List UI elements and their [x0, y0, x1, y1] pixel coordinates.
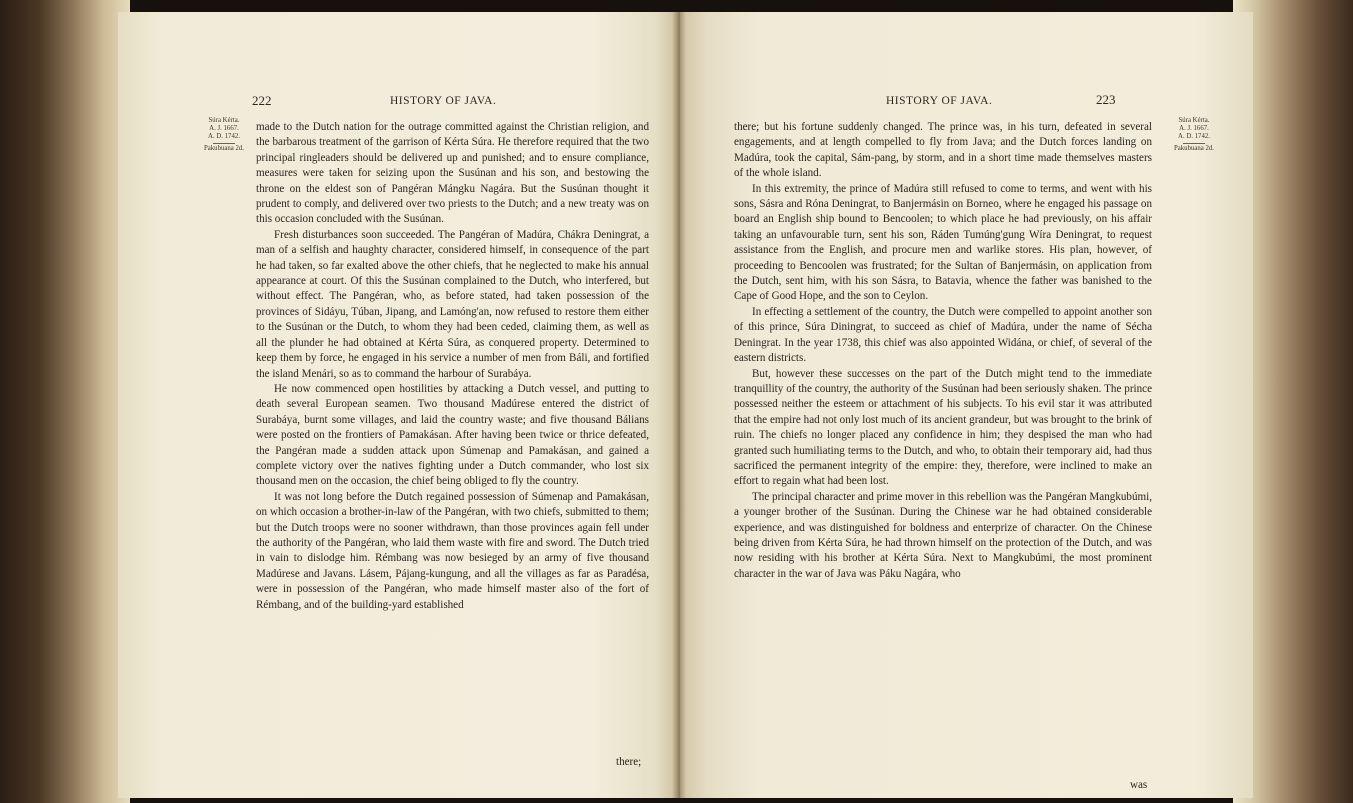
paragraph: It was not long before the Dutch regained possession of Súmenap and Pamakásan, on which occasion a brother-in-law of the Pangéran, with two chiefs, submitted to them; but the Dutch troops were no sooner withdrawn, than those provinces again fell under the authority of the Pangéran, who laid them waste with fire and sword. The Dutch tried in vain to dislodge him. Rémbang was now besieged by an army of five thousand Madúrese and Javans. Lásem, Pájang-kungung, and all the villages as far as Paradésa, were in possession of the Pangéran, who made himself master also of the fort of Rémbang, and of the building-yard established	[256, 490, 649, 611]
left-catchword: there;	[616, 756, 642, 768]
right-catchword: was	[1130, 779, 1148, 791]
margin-note-ruler: Pakubuana 2d.	[203, 144, 245, 152]
left-body-text	[256, 120, 649, 613]
margin-note-aj: A. J. 1667.	[1179, 125, 1209, 133]
paragraph: He now commenced open hostilities by attacking a Dutch vessel, and putting to death several European seamen. Two thousand Madúrese entered the district of Surabáya, burnt some villages, and laid the country waste; and five thousand Bálians were posted on the frontiers of Pamakásan. After having been twice or thrice defeated, the Pangéran made a sudden attack upon Súmenap and Pamakásan, and gained a complete victory over the natives fighting under a Dutch commander, who lost six thousand men on the occasion, the chief being obliged to fly the country.	[256, 382, 649, 488]
paragraph: In effecting a settlement of the country, the Dutch were compelled to appoint another son of this prince, Súra Diningrat, to succeed as chief of Madúra, under the name of Sécha Deningrat. In the year 1738, this chief was also appointed Widána, or chief, of several of the eastern districts.	[734, 305, 1152, 365]
left-margin-note	[196, 117, 252, 153]
margin-note-ad: A. D. 1742.	[208, 133, 240, 141]
paragraph: Fresh disturbances soon succeeded. The Pangéran of Madúra, Chákra Deningrat, a man of a selfish and haughty character, considered himself, in consequence of the part he had taken, so far exalted above the other chiefs, that he neglected to make his annual appearance at court. Of this the Susúnan complained to the Dutch, who interfered, but without effect. The Pangéran, who, as before stated, had taken possession of the provinces of Sidáyu, Túban, Jipang, and Lamóng'an, now refused to restore them either to the Susúnan or the Dutch, to whom they had been ceded, claiming them, as well as all the plunder he had obtained at Kérta Súra, as conquered property. Determined to keep them by force, he engaged in his service a number of men from Báli, and fortified the island Menári, so as to command the harbour of Surabáya.	[256, 228, 649, 380]
paragraph: there; but his fortune suddenly changed. The prince was, in his turn, defeated in several engagements, and at length compelled to fly from Java; and the Dutch forces landing on Madúra, took the capital, Sám-pang, by storm, and in a short time made themselves masters of the whole island.	[734, 121, 1152, 180]
left-page-edges	[0, 0, 130, 803]
left-running-head: HISTORY OF JAVA.	[390, 95, 497, 107]
margin-note-reign: Súra Kérta.	[1178, 117, 1210, 124]
right-running-head: HISTORY OF JAVA.	[886, 95, 993, 107]
paragraph: But, however these successes on the part of the Dutch might tend to the immediate tranquillity of the country, the authority of the Susúnan had been seriously shaken. The prince possessed neither the esteem or attachment of his subjects. To his evil star it was attributed that the empire had not only lost much of its ancient grandeur, but was brought to the brink of ruin. The chiefs no longer placed any confidence in him; they despised the man who had granted such humiliating terms to the Dutch, and who, to obtain their temporary aid, had thus sacrificed the permanent integrity of the empire: they, therefore, were inclined to make an effort to regain what had been lost.	[734, 367, 1152, 488]
margin-note-rule	[213, 143, 235, 144]
margin-note-aj: A. J. 1667.	[209, 125, 239, 133]
right-body-text	[734, 120, 1152, 582]
paragraph: The principal character and prime mover in this rebellion was the Pangéran Mangkubúmi, a younger brother of the Susúnan. During the Chinese war he had obtained considerable experience, and was distinguished for boldness and enterprize of character. On the Chinese being driven from Kérta Súra, he had thrown himself on the protection of the Dutch, and was now residing with his brother at Kérta Súra. Next to Mangkubúmi, the most prominent character in the war of Java was Páku Nagára, who	[734, 490, 1152, 580]
margin-note-rule	[1183, 143, 1205, 144]
left-page-number: 222	[252, 93, 272, 108]
margin-note-ad: A. D. 1742.	[1178, 133, 1210, 141]
margin-note-ruler: Pakubuana 2d.	[1173, 144, 1215, 152]
right-margin-note	[1164, 117, 1224, 153]
paragraph: made to the Dutch nation for the outrage committed against the Christian religion, and the barbarous treatment of the garrison of Kérta Súra. He therefore required that the two principal ringleaders should be delivered up and punished; and to ensure compliance, measures were taken for seizing upon the Susúnan and his son, and bestowing the throne on the eldest son of Pangéran Mángku Nagára. But the Susúnan thought it prudent to comply, and delivered over two priests to the Dutch; and a new treaty was on this occasion concluded with the Susúnan.	[256, 121, 649, 226]
right-page-number: 223	[1096, 92, 1116, 107]
margin-note-reign: Súra Kérta.	[208, 117, 240, 124]
book-gutter	[672, 12, 686, 798]
paragraph: In this extremity, the prince of Madúra still refused to come to terms, and went with his sons, Sásra and Róna Deningrat, to Banjermásin on Borneo, where he engaged his passage on board an English ship bound to Bencoolen; to which place he had previously, on his affair taking an unfavourable turn, sent his son, Ráden Tumúng'gung Wíra Deningrat, to request assistance from the English, and procure men and warlike stores. His plan, however, of proceeding to Bencoolen was frustrated; for the Sultan of Banjermásin, on application from the Dutch, sent him, with his son Sásra, to Batavia, whence the father was banished to the Cape of Good Hope, and the son to Ceylon.	[734, 182, 1152, 303]
